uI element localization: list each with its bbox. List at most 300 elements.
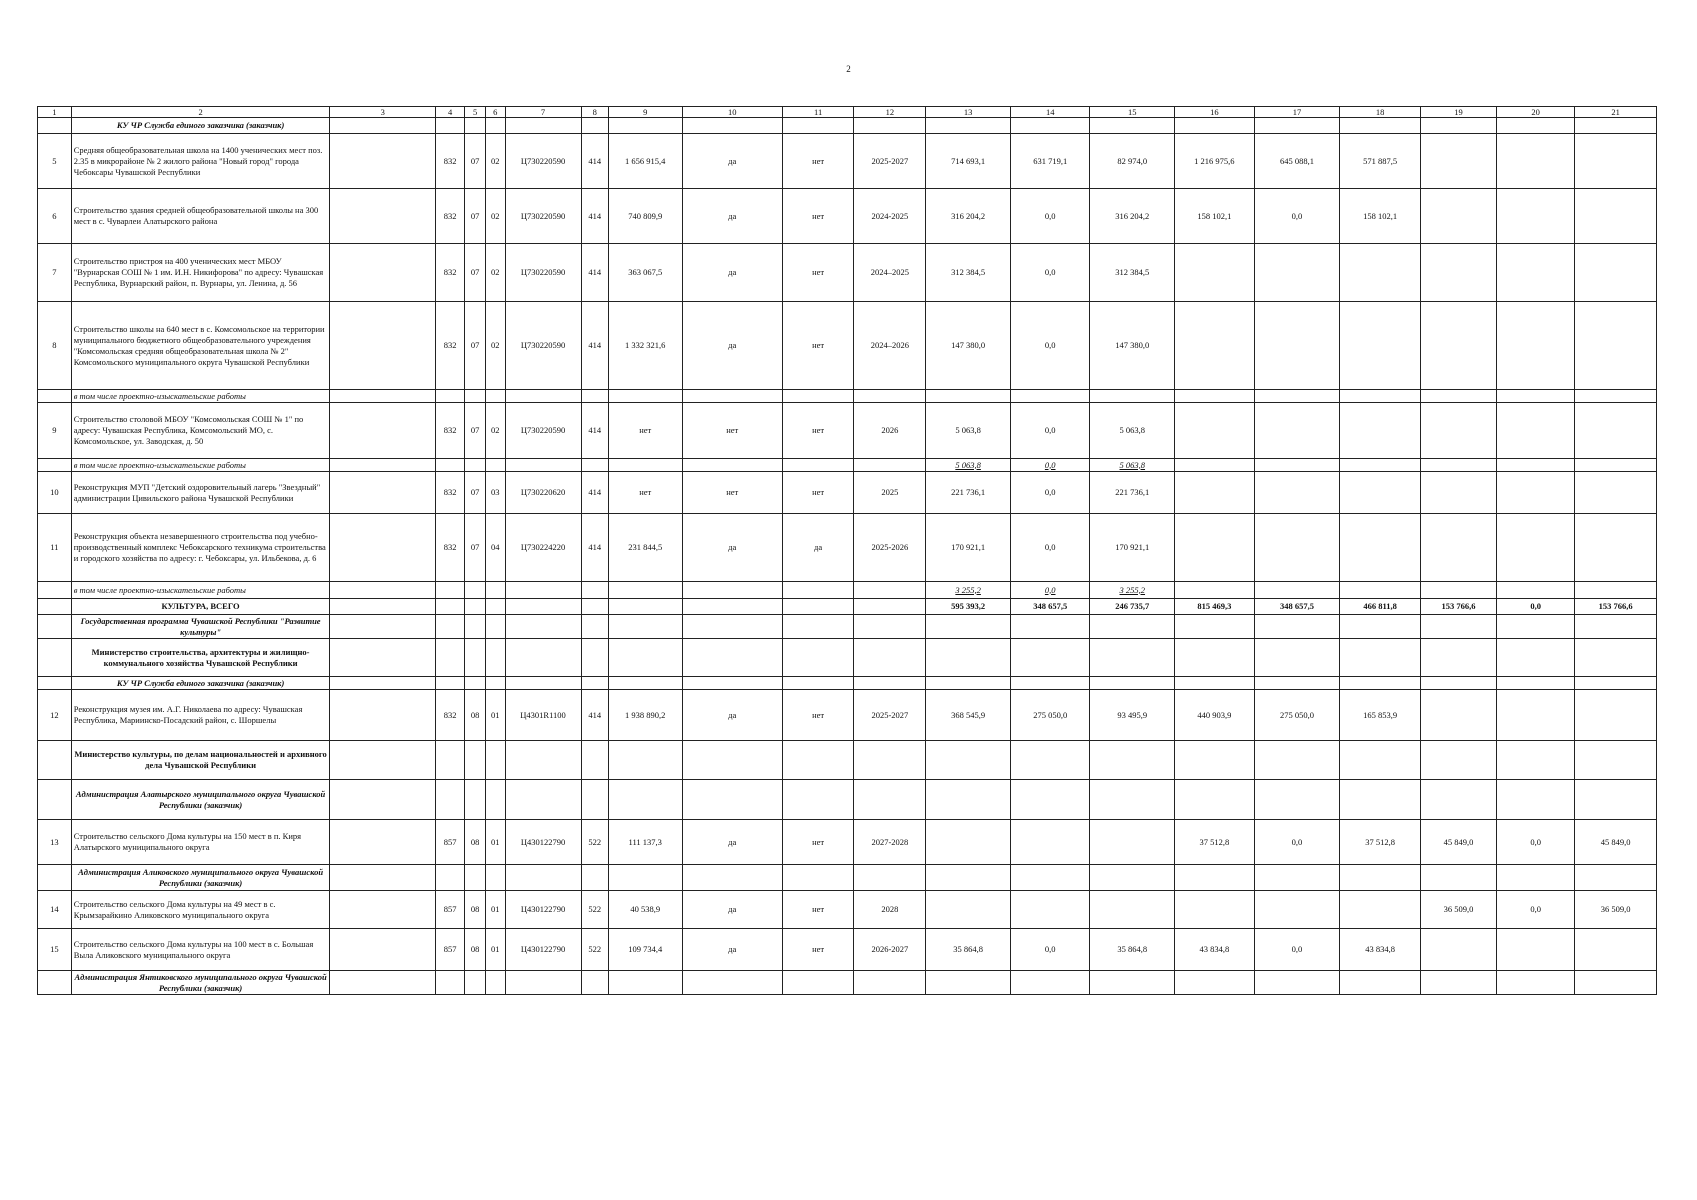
table-cell xyxy=(926,891,1011,929)
table-cell xyxy=(505,971,581,995)
table-cell xyxy=(1340,677,1420,690)
table-cell xyxy=(1420,582,1496,599)
table-cell xyxy=(1340,302,1420,390)
table-cell xyxy=(1575,390,1657,403)
table-cell: 857 xyxy=(435,929,464,971)
table-cell xyxy=(1090,677,1175,690)
section-title: Государственная программа Чувашской Республики "Развитие культуры" xyxy=(71,615,330,639)
table-cell: 03 xyxy=(485,472,505,514)
table-cell: 0,0 xyxy=(1011,472,1090,514)
table-cell xyxy=(581,639,608,677)
section-title: Администрация Алатырского муниципального округа Чувашской Республики (заказчик) xyxy=(71,780,330,820)
table-cell: 832 xyxy=(435,403,464,459)
table-cell xyxy=(1420,472,1496,514)
table-cell: 01 xyxy=(485,891,505,929)
table-cell: 832 xyxy=(435,302,464,390)
table-cell: Ц730220590 xyxy=(505,189,581,244)
table-cell: 275 050,0 xyxy=(1011,690,1090,741)
column-number: 10 xyxy=(682,107,782,118)
table-cell xyxy=(485,615,505,639)
table-cell: да xyxy=(682,302,782,390)
subtotal-value xyxy=(1011,390,1090,403)
table-cell: 414 xyxy=(581,302,608,390)
table-cell xyxy=(330,741,435,780)
table-cell xyxy=(1420,929,1496,971)
table-cell xyxy=(505,741,581,780)
table-cell: 14 xyxy=(38,891,72,929)
object-name-cell: Строительство столовой МБОУ "Комсомольская СОШ № 1" по адресу: Чувашская Республика, Комсомольский МО, с. Комсомольское, ул. Заводская, д. 50 xyxy=(71,403,330,459)
table-cell xyxy=(1340,472,1420,514)
table-cell xyxy=(330,514,435,582)
table-cell xyxy=(1254,582,1340,599)
table-cell: 04 xyxy=(485,514,505,582)
table-cell xyxy=(1575,302,1657,390)
table-cell xyxy=(1340,780,1420,820)
table-row xyxy=(38,929,1657,971)
table-cell xyxy=(682,780,782,820)
table-cell xyxy=(38,971,72,995)
table-cell: нет xyxy=(682,472,782,514)
table-cell: 714 693,1 xyxy=(926,134,1011,189)
table-cell: 07 xyxy=(465,403,486,459)
table-cell xyxy=(485,865,505,891)
table-cell: 11 xyxy=(38,514,72,582)
table-cell xyxy=(1575,690,1657,741)
table-cell xyxy=(330,134,435,189)
table-cell xyxy=(465,599,486,615)
table-cell: 2025-2026 xyxy=(854,514,926,582)
table-cell: 0,0 xyxy=(1011,403,1090,459)
section-title: КУ ЧР Служба единого заказчика (заказчик) xyxy=(71,677,330,690)
table-cell xyxy=(1497,302,1575,390)
table-cell xyxy=(1254,639,1340,677)
table-cell xyxy=(1497,615,1575,639)
table-cell: нет xyxy=(608,403,682,459)
table-cell: 12 xyxy=(38,690,72,741)
table-cell xyxy=(505,582,581,599)
table-cell xyxy=(608,459,682,472)
table-cell: 45 849,0 xyxy=(1575,820,1657,865)
table-cell xyxy=(330,891,435,929)
table-cell: 40 538,9 xyxy=(608,891,682,929)
table-cell xyxy=(1497,189,1575,244)
table-cell xyxy=(485,780,505,820)
table-cell xyxy=(1497,514,1575,582)
table-row xyxy=(38,891,1657,929)
table-cell xyxy=(435,741,464,780)
table-cell: 01 xyxy=(485,820,505,865)
table-cell: 08 xyxy=(465,820,486,865)
table-cell xyxy=(782,582,854,599)
table-cell xyxy=(435,582,464,599)
table-cell xyxy=(926,971,1011,995)
table-cell xyxy=(330,118,435,134)
section-header-row xyxy=(38,118,1657,134)
table-cell: нет xyxy=(782,302,854,390)
section-title: Администрация Аликовского муниципального округа Чувашской Республики (заказчик) xyxy=(71,865,330,891)
table-cell xyxy=(330,189,435,244)
table-cell xyxy=(1011,118,1090,134)
table-cell xyxy=(1090,741,1175,780)
table-cell: 2025-2027 xyxy=(854,690,926,741)
total-value: 348 657,5 xyxy=(1254,599,1340,615)
column-number: 12 xyxy=(854,107,926,118)
table-cell xyxy=(1011,865,1090,891)
table-row xyxy=(38,302,1657,390)
table-cell xyxy=(1011,971,1090,995)
table-cell: нет xyxy=(782,929,854,971)
table-cell xyxy=(1420,244,1496,302)
subtotal-value: 3 255,2 xyxy=(926,582,1011,599)
table-cell: нет xyxy=(682,403,782,459)
table-cell xyxy=(608,865,682,891)
table-cell: 414 xyxy=(581,189,608,244)
subtotal-value: 5 063,8 xyxy=(1090,459,1175,472)
table-cell xyxy=(1497,582,1575,599)
total-value: 466 811,8 xyxy=(1340,599,1420,615)
table-cell: 0,0 xyxy=(1254,820,1340,865)
table-cell xyxy=(1011,891,1090,929)
table-cell: 02 xyxy=(485,189,505,244)
table-cell: 111 137,3 xyxy=(608,820,682,865)
table-cell xyxy=(1575,865,1657,891)
table-cell xyxy=(1420,639,1496,677)
table-cell xyxy=(1575,971,1657,995)
table-cell: 0,0 xyxy=(1011,514,1090,582)
table-cell xyxy=(782,459,854,472)
table-cell xyxy=(1497,677,1575,690)
total-value: 815 469,3 xyxy=(1175,599,1254,615)
table-cell xyxy=(1090,820,1175,865)
table-cell xyxy=(1175,118,1254,134)
table-cell xyxy=(608,780,682,820)
table-cell: 45 849,0 xyxy=(1420,820,1496,865)
table-cell xyxy=(1497,134,1575,189)
table-cell xyxy=(1420,615,1496,639)
table-cell xyxy=(782,615,854,639)
table-cell xyxy=(505,390,581,403)
section-header-row xyxy=(38,615,1657,639)
table-cell xyxy=(1340,390,1420,403)
table-cell xyxy=(1175,403,1254,459)
table-cell xyxy=(1011,639,1090,677)
table-cell: да xyxy=(682,891,782,929)
table-cell xyxy=(1340,118,1420,134)
table-cell xyxy=(1175,390,1254,403)
table-cell xyxy=(1090,865,1175,891)
table-cell: 170 921,1 xyxy=(926,514,1011,582)
table-cell xyxy=(1254,244,1340,302)
table-cell: 08 xyxy=(465,891,486,929)
total-value: 246 735,7 xyxy=(1090,599,1175,615)
table-cell xyxy=(854,459,926,472)
table-cell xyxy=(1340,639,1420,677)
table-cell xyxy=(1175,615,1254,639)
table-cell xyxy=(1575,780,1657,820)
table-cell xyxy=(581,118,608,134)
table-cell xyxy=(1420,971,1496,995)
table-cell xyxy=(682,615,782,639)
table-cell xyxy=(1175,891,1254,929)
table-cell: 35 864,8 xyxy=(1090,929,1175,971)
table-cell xyxy=(505,459,581,472)
table-cell: 1 656 915,4 xyxy=(608,134,682,189)
table-cell xyxy=(854,390,926,403)
table-cell xyxy=(1175,472,1254,514)
table-cell: 0,0 xyxy=(1497,820,1575,865)
table-cell xyxy=(1575,929,1657,971)
total-value: 153 766,6 xyxy=(1575,599,1657,615)
column-number: 11 xyxy=(782,107,854,118)
table-cell: 147 380,0 xyxy=(1090,302,1175,390)
table-cell xyxy=(485,118,505,134)
section-header-row xyxy=(38,971,1657,995)
table-cell xyxy=(435,390,464,403)
table-cell: 43 834,8 xyxy=(1175,929,1254,971)
section-title: КУ ЧР Служба единого заказчика (заказчик) xyxy=(71,118,330,134)
table-cell xyxy=(1175,971,1254,995)
table-cell xyxy=(682,599,782,615)
column-number: 18 xyxy=(1340,107,1420,118)
table-cell xyxy=(1497,118,1575,134)
table-cell: 8 xyxy=(38,302,72,390)
table-cell xyxy=(1254,891,1340,929)
section-header-row xyxy=(38,865,1657,891)
table-row xyxy=(38,403,1657,459)
table-cell xyxy=(330,677,435,690)
table-cell: 221 736,1 xyxy=(1090,472,1175,514)
table-cell: нет xyxy=(608,472,682,514)
table-cell xyxy=(465,639,486,677)
table-cell xyxy=(38,865,72,891)
table-cell xyxy=(1340,865,1420,891)
column-number: 5 xyxy=(465,107,486,118)
table-cell xyxy=(330,820,435,865)
table-cell xyxy=(581,599,608,615)
section-header-row xyxy=(38,677,1657,690)
table-cell: 857 xyxy=(435,891,464,929)
table-cell xyxy=(1340,741,1420,780)
table-cell: 414 xyxy=(581,690,608,741)
table-cell: 1 332 321,6 xyxy=(608,302,682,390)
table-cell: 522 xyxy=(581,891,608,929)
table-cell xyxy=(435,639,464,677)
table-cell xyxy=(1420,780,1496,820)
table-cell: 07 xyxy=(465,514,486,582)
table-cell xyxy=(782,780,854,820)
table-cell xyxy=(1254,865,1340,891)
object-name-cell: Реконструкция МУП "Детский оздоровительный лагерь "Звездный" администрации Цивильского района Чувашской Республики xyxy=(71,472,330,514)
table-row xyxy=(38,134,1657,189)
table-cell xyxy=(1420,390,1496,403)
table-cell xyxy=(682,741,782,780)
subtotal-label: в том числе проектно-изыскательские работы xyxy=(71,582,330,599)
table-cell: 0,0 xyxy=(1254,929,1340,971)
table-cell xyxy=(1090,780,1175,820)
table-cell xyxy=(854,639,926,677)
object-name-cell: Строительство школы на 640 мест в с. Комсомольское на территории муниципального бюджетного общеобразовательного учреждения "Комсомольская средняя общеобразовательная школа № 2" Комсомольского муниципального округа Чувашской Республики xyxy=(71,302,330,390)
table-cell xyxy=(330,599,435,615)
column-number: 9 xyxy=(608,107,682,118)
table-cell: 414 xyxy=(581,403,608,459)
table-cell xyxy=(38,390,72,403)
column-number: 13 xyxy=(926,107,1011,118)
table-cell xyxy=(926,677,1011,690)
table-cell: 832 xyxy=(435,134,464,189)
section-title: Министерство строительства, архитектуры и жилищно-коммунального хозяйства Чувашской Республики xyxy=(71,639,330,677)
table-cell xyxy=(581,459,608,472)
object-name-cell: Строительство здания средней общеобразовательной школы на 300 мест в с. Чуварлеи Алатырского района xyxy=(71,189,330,244)
table-cell: 07 xyxy=(465,472,486,514)
table-cell xyxy=(608,390,682,403)
table-cell xyxy=(1575,134,1657,189)
table-cell xyxy=(1497,971,1575,995)
table-cell xyxy=(1011,741,1090,780)
table-cell xyxy=(854,677,926,690)
table-cell xyxy=(38,741,72,780)
table-cell xyxy=(854,780,926,820)
table-cell: 0,0 xyxy=(1011,244,1090,302)
table-cell xyxy=(1575,514,1657,582)
table-cell: 832 xyxy=(435,472,464,514)
table-cell xyxy=(1090,118,1175,134)
table-cell xyxy=(581,582,608,599)
subtotal-label: в том числе проектно-изыскательские работы xyxy=(71,459,330,472)
table-cell xyxy=(581,971,608,995)
table-cell: 414 xyxy=(581,472,608,514)
table-cell: 02 xyxy=(485,244,505,302)
table-cell: 631 719,1 xyxy=(1011,134,1090,189)
table-cell: Ц430122790 xyxy=(505,820,581,865)
table-cell xyxy=(1420,677,1496,690)
table-cell xyxy=(435,615,464,639)
table-cell xyxy=(1175,514,1254,582)
table-cell xyxy=(485,390,505,403)
table-cell xyxy=(330,865,435,891)
table-cell: 5 xyxy=(38,134,72,189)
total-label: КУЛЬТУРА, ВСЕГО xyxy=(71,599,330,615)
table-cell: 221 736,1 xyxy=(926,472,1011,514)
table-cell xyxy=(854,741,926,780)
table-cell xyxy=(1175,865,1254,891)
table-cell xyxy=(608,118,682,134)
table-cell: Ц730224220 xyxy=(505,514,581,582)
table-cell xyxy=(465,780,486,820)
table-cell xyxy=(435,780,464,820)
table-cell: 414 xyxy=(581,134,608,189)
table-cell xyxy=(1497,741,1575,780)
table-cell: нет xyxy=(782,820,854,865)
table-cell: 0,0 xyxy=(1254,189,1340,244)
table-cell: 109 734,4 xyxy=(608,929,682,971)
column-number: 17 xyxy=(1254,107,1340,118)
table-cell xyxy=(782,677,854,690)
column-number: 4 xyxy=(435,107,464,118)
table-cell xyxy=(38,459,72,472)
table-cell xyxy=(505,599,581,615)
table-cell xyxy=(330,302,435,390)
table-cell xyxy=(854,615,926,639)
table-cell: 147 380,0 xyxy=(926,302,1011,390)
table-cell xyxy=(38,780,72,820)
table-cell: 571 887,5 xyxy=(1340,134,1420,189)
investment-objects-table xyxy=(37,106,1657,995)
table-cell: 832 xyxy=(435,690,464,741)
table-cell: 01 xyxy=(485,690,505,741)
table-cell xyxy=(1420,189,1496,244)
table-row xyxy=(38,690,1657,741)
table-cell xyxy=(682,459,782,472)
table-cell xyxy=(926,820,1011,865)
table-cell xyxy=(505,677,581,690)
table-cell xyxy=(1254,971,1340,995)
table-cell xyxy=(505,639,581,677)
table-cell xyxy=(782,741,854,780)
table-cell: 07 xyxy=(465,189,486,244)
table-cell xyxy=(581,741,608,780)
table-cell xyxy=(330,690,435,741)
table-cell xyxy=(435,677,464,690)
table-cell: 01 xyxy=(485,929,505,971)
table-cell xyxy=(485,582,505,599)
table-cell xyxy=(1254,780,1340,820)
table-cell xyxy=(485,599,505,615)
section-title: Администрация Янтиковского муниципального округа Чувашской Республики (заказчик) xyxy=(71,971,330,995)
table-cell xyxy=(926,118,1011,134)
table-cell: 170 921,1 xyxy=(1090,514,1175,582)
table-cell xyxy=(1420,690,1496,741)
table-cell: нет xyxy=(782,403,854,459)
column-number: 14 xyxy=(1011,107,1090,118)
table-cell xyxy=(1340,244,1420,302)
table-cell xyxy=(1420,514,1496,582)
table-cell: 368 545,9 xyxy=(926,690,1011,741)
table-cell: 36 509,0 xyxy=(1575,891,1657,929)
table-cell: 2027-2028 xyxy=(854,820,926,865)
subtotal-label: в том числе проектно-изыскательские работы xyxy=(71,390,330,403)
table-cell xyxy=(465,741,486,780)
table-cell xyxy=(1011,677,1090,690)
table-cell xyxy=(854,599,926,615)
table-cell xyxy=(330,403,435,459)
table-cell xyxy=(38,118,72,134)
table-cell xyxy=(38,582,72,599)
table-cell: 08 xyxy=(465,929,486,971)
table-cell xyxy=(581,780,608,820)
table-cell xyxy=(782,971,854,995)
table-cell: 857 xyxy=(435,820,464,865)
table-cell xyxy=(1254,390,1340,403)
table-cell: 0,0 xyxy=(1011,189,1090,244)
table-cell xyxy=(1254,459,1340,472)
table-cell xyxy=(608,639,682,677)
table-cell: 645 088,1 xyxy=(1254,134,1340,189)
table-cell xyxy=(1575,244,1657,302)
table-cell: 1 938 890,2 xyxy=(608,690,682,741)
table-cell xyxy=(1575,189,1657,244)
table-cell: Ц730220590 xyxy=(505,244,581,302)
table-cell: 832 xyxy=(435,514,464,582)
table-row xyxy=(38,514,1657,582)
table-cell xyxy=(38,615,72,639)
table-cell xyxy=(1254,118,1340,134)
table-cell xyxy=(330,639,435,677)
table-cell xyxy=(1497,244,1575,302)
table-cell xyxy=(1090,615,1175,639)
table-cell xyxy=(1420,459,1496,472)
table-cell xyxy=(581,615,608,639)
table-cell xyxy=(38,639,72,677)
